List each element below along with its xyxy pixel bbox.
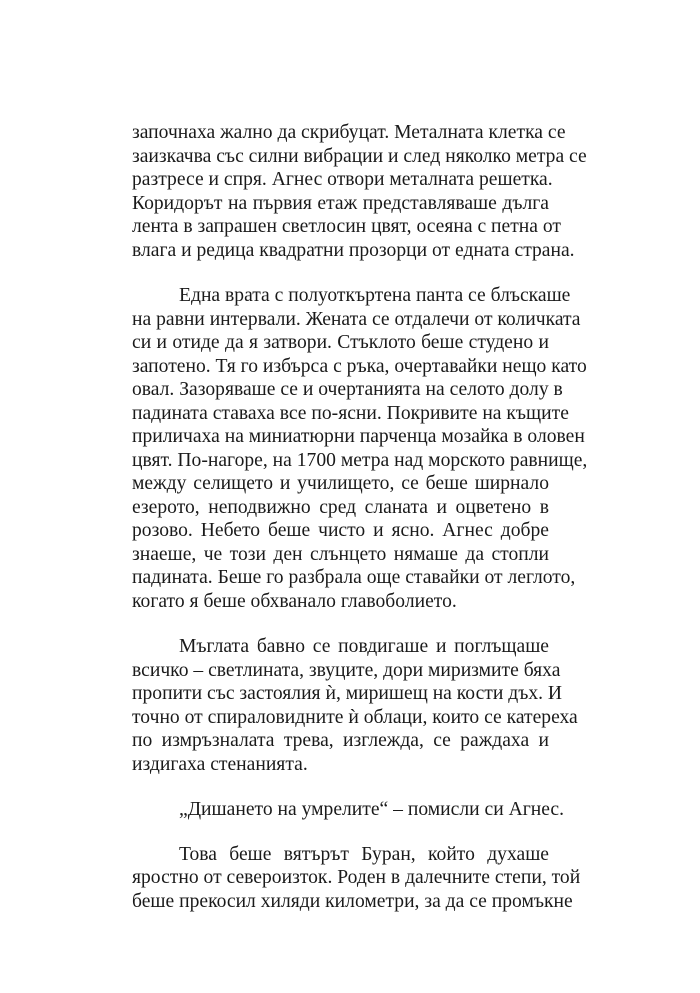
text-line: овал. Зазоряваше се и очертанията на селото долу в (132, 379, 563, 400)
text-line: разтресе и спря. Агнес отвори металната решетка. (132, 169, 553, 190)
text-line: запотено. Тя го избърса с ръка, очертавайки нещо като (132, 355, 587, 377)
text-line: езерото, неподвижно сред сланата и оцветено в (132, 496, 549, 518)
text-line: „Дишането на умрелите“ – помисли си Агнес. (179, 799, 565, 820)
text-line: Това беше вятърът Буран, който духаше (179, 843, 549, 865)
paragraph-spacer (132, 262, 549, 284)
text-line: между селището и училището, се беше ширнало (132, 473, 549, 494)
paragraph-4 (132, 798, 565, 822)
text-line: беше прекосил хиляди километри, за да се промъкне (132, 890, 573, 912)
text-line: издигаха стенанията. (132, 753, 308, 775)
paragraph-1 (132, 121, 587, 262)
text-line: Мъглата бавно се повдигаше и поглъщаше (179, 636, 549, 657)
text-line: розово. Небето беше чисто и ясно. Агнес добре (132, 520, 549, 541)
text-line: всичко – светлината, звуците, дори миризмите бяха (132, 659, 561, 681)
text-line: знаеше, че този ден слънцето нямаше да стопли (132, 543, 549, 565)
paragraph-5 (132, 843, 581, 914)
page-text (132, 121, 588, 913)
text-line: лента в запрашен светлосин цвят, осеяна с петна от (132, 216, 561, 237)
text-line: точно от спираловидните ѝ облаци, които се катереха (132, 706, 578, 728)
text-line: заизкачва със силни вибрации и след няколко метра се (132, 145, 587, 167)
paragraph-spacer (132, 613, 549, 635)
text-line: когато я беше обхванало главоболието. (132, 590, 457, 612)
text-line: започнаха жално да скрибуцат. Металната клетка се (132, 122, 566, 143)
text-line: влага и редица квадратни прозорци от едната страна. (132, 239, 575, 261)
text-line: пропити със застоялия ѝ, миришещ на кости дъх. И (132, 683, 563, 704)
paragraph-spacer (132, 822, 549, 843)
text-line: приличаха на миниатюрни парченца мозайка в оловен (132, 426, 585, 447)
text-line: по измръзналата трева, изглежда, се раждаха и (132, 730, 549, 751)
paragraph-3 (132, 635, 578, 776)
text-line: Една врата с полуоткъртена панта се блъскаше (179, 285, 571, 306)
text-line: падината ставаха все по-ясни. Покривите на къщите (132, 402, 569, 424)
text-line: цвят. По-нагоре, на 1700 метра над морското равнище, (132, 449, 588, 471)
text-line: яростно от североизток. Роден в далечните степи, той (132, 867, 581, 888)
paragraph-spacer (132, 776, 549, 798)
text-line: на равни интервали. Жената се отдалечи от количката (132, 308, 581, 330)
text-line: падината. Беше го разбрала още ставайки от леглото, (132, 567, 576, 588)
paragraph-2 (132, 284, 588, 613)
text-line: Коридорът на първия етаж представляваше дълга (132, 192, 549, 214)
text-line: си и отиде да я затвори. Стъклото беше студено и (132, 332, 549, 353)
